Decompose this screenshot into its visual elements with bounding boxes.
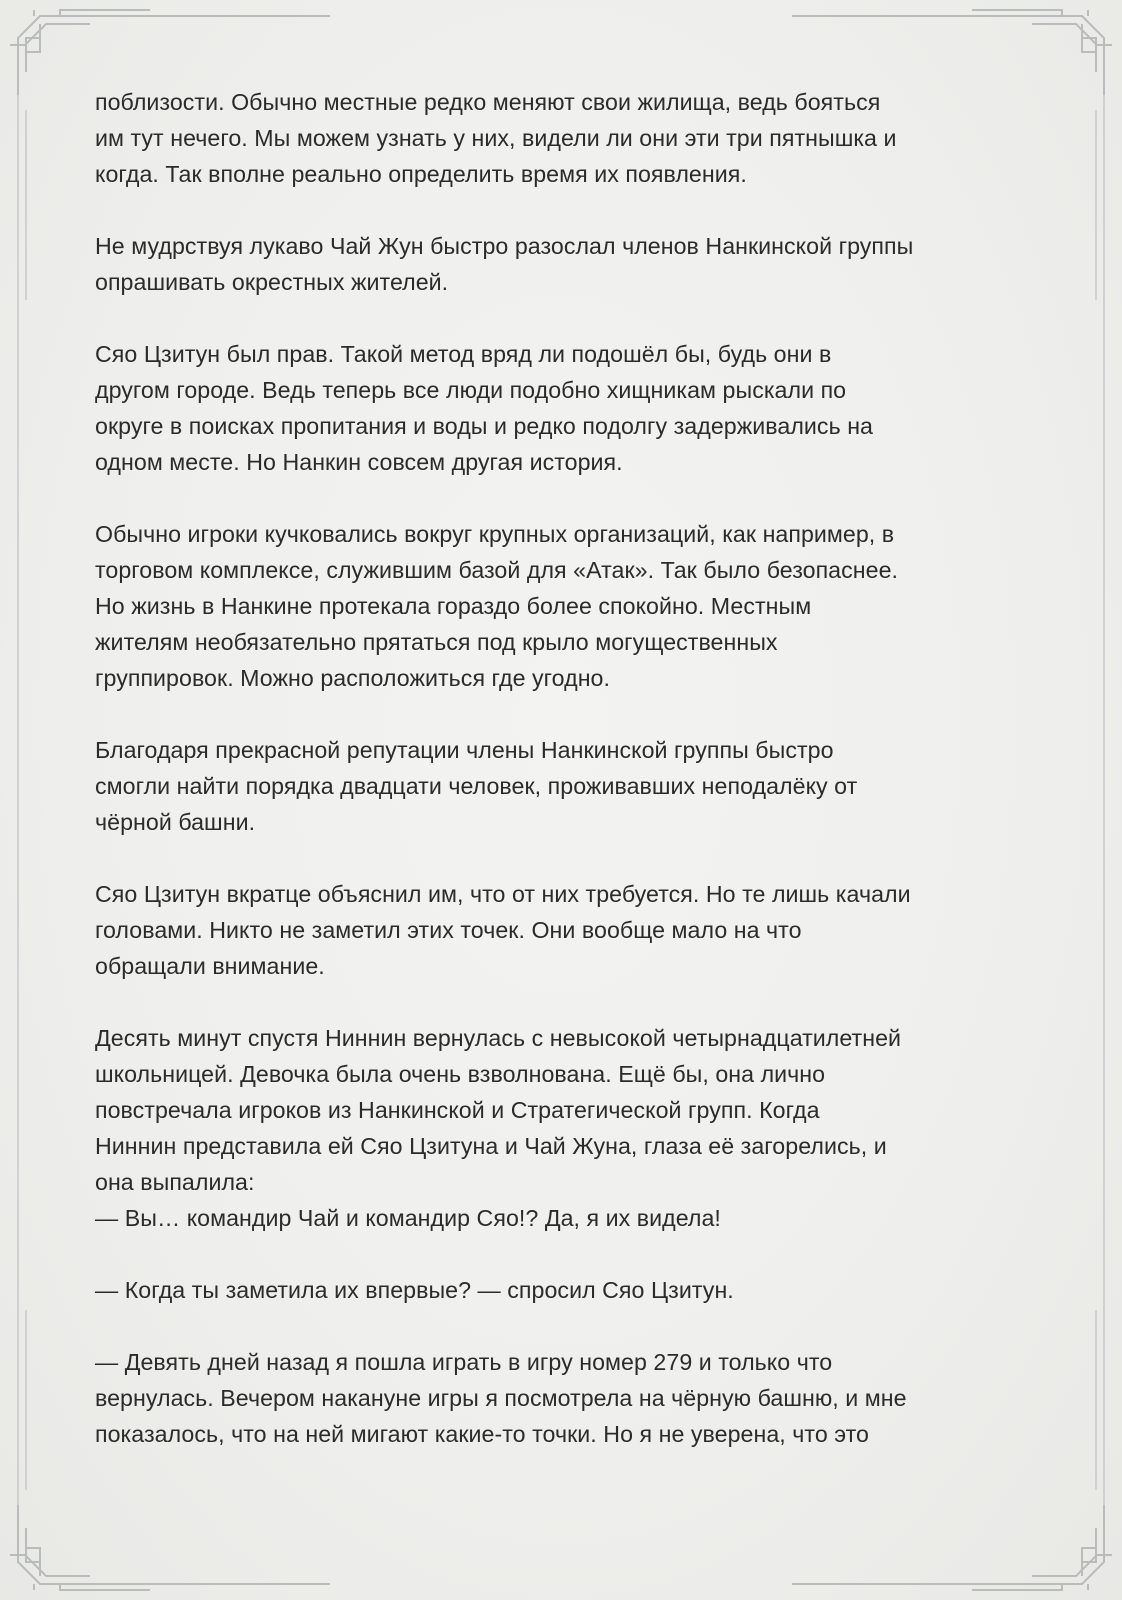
text-line: когда. Так вполне реально определить время их появления. bbox=[95, 161, 747, 187]
text-line: Сяо Цзитун был прав. Такой метод вряд ли подошёл бы, будь они в bbox=[95, 341, 832, 367]
paragraph bbox=[95, 1344, 1035, 1452]
paragraph bbox=[95, 1272, 1035, 1308]
text-line: Благодаря прекрасной репутации члены Нанкинской группы быстро bbox=[95, 737, 834, 763]
text-line: группировок. Можно расположиться где угодно. bbox=[95, 665, 610, 691]
text-line: жителям необязательно прятаться под крыло могущественных bbox=[95, 629, 778, 655]
text-line: она выпалила: bbox=[95, 1169, 255, 1195]
paragraph bbox=[95, 336, 1035, 480]
text-line: Десять минут спустя Ниннин вернулась с невысокой четырнадцатилетней bbox=[95, 1025, 902, 1051]
text-line: — Когда ты заметила их впервые? — спросил Сяо Цзитун. bbox=[95, 1277, 734, 1303]
paragraph bbox=[95, 228, 1035, 300]
paragraph bbox=[95, 1020, 1035, 1236]
text-line: опрашивать окрестных жителей. bbox=[95, 269, 449, 295]
text-line: головами. Никто не заметил этих точек. Они вообще мало на что bbox=[95, 917, 802, 943]
text-line: поблизости. Обычно местные редко меняют свои жилища, ведь бояться bbox=[95, 89, 881, 115]
text-line: Обычно игроки кучковались вокруг крупных организаций, как например, в bbox=[95, 521, 895, 547]
text-line: округе в поисках пропитания и воды и редко подолгу задерживались на bbox=[95, 413, 873, 439]
text-line: смогли найти порядка двадцати человек, проживавших неподалёку от bbox=[95, 773, 858, 799]
text-line: Ниннин представила ей Сяо Цзитуна и Чай Жуна, глаза её загорелись, и bbox=[95, 1133, 887, 1159]
document-text bbox=[95, 84, 1035, 1488]
text-line: — Девять дней назад я пошла играть в игру номер 279 и только что bbox=[95, 1349, 833, 1375]
text-line: другом городе. Ведь теперь все люди подобно хищникам рыскали по bbox=[95, 377, 847, 403]
text-line: повстречала игроков из Нанкинской и Стратегической групп. Когда bbox=[95, 1097, 820, 1123]
paragraph bbox=[95, 876, 1035, 984]
paragraph bbox=[95, 84, 1035, 192]
text-line: — Вы… командир Чай и командир Сяо!? Да, я их видела! bbox=[95, 1205, 721, 1231]
text-line: вернулась. Вечером накануне игры я посмотрела на чёрную башню, и мне bbox=[95, 1385, 907, 1411]
text-line: школьницей. Девочка была очень взволнована. Ещё бы, она лично bbox=[95, 1061, 826, 1087]
text-line: одном месте. Но Нанкин совсем другая история. bbox=[95, 449, 623, 475]
corner-ornament-top-left bbox=[10, 10, 330, 95]
text-line: показалось, что на ней мигают какие-то точки. Но я не уверена, что это bbox=[95, 1421, 869, 1447]
text-line: Сяо Цзитун вкратце объяснил им, что от них требуется. Но те лишь качали bbox=[95, 881, 911, 907]
corner-ornament-top-right bbox=[792, 10, 1112, 95]
text-line: Не мудрствуя лукаво Чай Жун быстро разослал членов Нанкинской группы bbox=[95, 233, 914, 259]
text-line: обращали внимание. bbox=[95, 953, 325, 979]
corner-ornament-bottom-left bbox=[10, 1505, 330, 1590]
corner-ornament-bottom-right bbox=[792, 1505, 1112, 1590]
paragraph bbox=[95, 516, 1035, 696]
paragraph bbox=[95, 732, 1035, 840]
text-line: им тут нечего. Мы можем узнать у них, видели ли они эти три пятнышка и bbox=[95, 125, 897, 151]
text-line: торговом комплексе, служившим базой для «Атак». Так было безопаснее. bbox=[95, 557, 899, 583]
text-line: Но жизнь в Нанкине протекала гораздо более спокойно. Местным bbox=[95, 593, 812, 619]
text-line: чёрной башни. bbox=[95, 809, 256, 835]
